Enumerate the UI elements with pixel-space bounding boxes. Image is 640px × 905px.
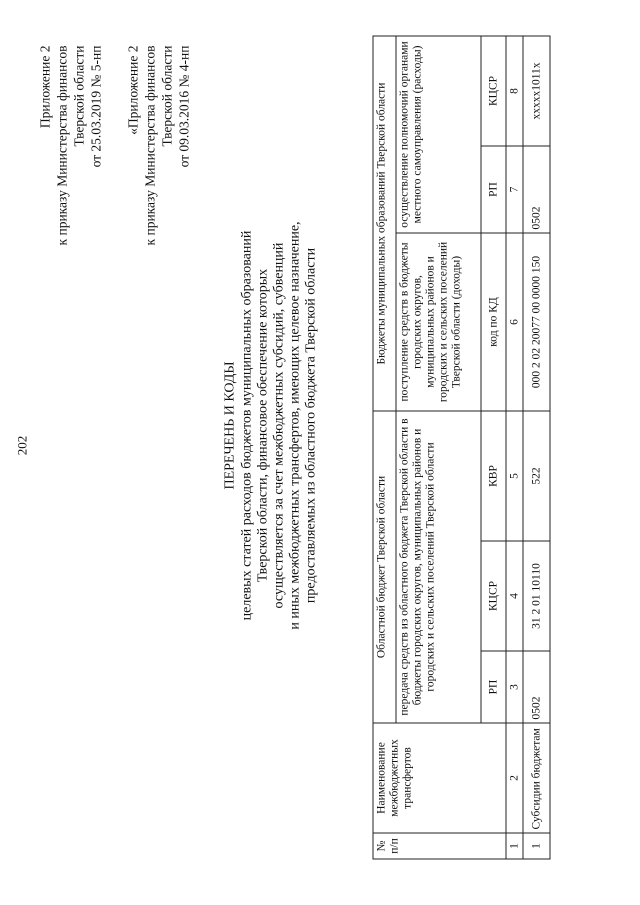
title-heading: ПЕРЕЧЕНЬ И КОДЫ bbox=[222, 360, 237, 490]
header-rp: РП bbox=[481, 651, 506, 723]
header-row-groups bbox=[373, 35, 396, 858]
col-number: 5 bbox=[506, 410, 523, 540]
regional-description: передача средств из областного бюджета Тверской области в бюджеты городских округов, муниципальных районов и городских и сельских поселений Тверской области bbox=[396, 410, 481, 722]
col-number: 4 bbox=[506, 541, 523, 651]
transfers-table bbox=[372, 35, 550, 859]
title-line: целевых статей расходов бюджетов муниципальных образований bbox=[239, 230, 254, 620]
cell-kcsr: 31 2 01 10110 bbox=[523, 541, 550, 651]
header-kvr: КВР bbox=[481, 410, 506, 540]
appendix-new-line: от 25.03.2019 № 5-нп bbox=[88, 45, 103, 167]
table-row bbox=[523, 35, 550, 858]
cell-kcsr2: ххххх1011х bbox=[523, 35, 550, 145]
appendix-old-line: Тверской области bbox=[159, 45, 174, 146]
appendix-new-line: Приложение 2 bbox=[37, 45, 52, 128]
page-number: 202 bbox=[14, 435, 29, 455]
numbering-row bbox=[506, 35, 523, 858]
cell-kvr: 522 bbox=[523, 410, 550, 540]
col-number: 2 bbox=[506, 723, 523, 833]
appendix-old bbox=[124, 45, 192, 305]
appendix-new bbox=[36, 45, 104, 305]
appendix-old-line: к приказу Министерства финансов bbox=[142, 45, 157, 245]
header-municipal-budgets: Бюджеты муниципальных образований Тверской области bbox=[373, 35, 396, 410]
expense-description: осуществление полномочий органами местного самоуправления (расходы) bbox=[396, 35, 481, 232]
header-no: № п/п bbox=[373, 833, 506, 859]
title-line: предоставляемых из областного бюджета Тверской области bbox=[303, 247, 318, 603]
col-number: 3 bbox=[506, 651, 523, 723]
col-number: 1 bbox=[506, 833, 523, 859]
header-rp2: РП bbox=[481, 145, 506, 232]
header-regional-budget: Областной бюджет Тверской области bbox=[373, 410, 396, 722]
title-line: осуществляется за счет межбюджетных субсидий, субвенций bbox=[271, 242, 286, 608]
title-line: и иных межбюджетных трансфертов, имеющих целевое назначение, bbox=[287, 220, 302, 630]
appendix-old-line: «Приложение 2 bbox=[125, 45, 140, 135]
header-kcsr: КЦСР bbox=[481, 541, 506, 651]
appendix-old-line: от 09.03.2016 № 4-нп bbox=[176, 45, 191, 167]
title-line: Тверской области, финансовое обеспечение которых bbox=[255, 268, 270, 582]
appendix-new-line: к приказу Министерства финансов bbox=[54, 45, 69, 245]
header-name: Наименование межбюджетных трансфертов bbox=[373, 723, 506, 833]
cell-kd: 000 2 02 20077 00 0000 150 bbox=[523, 232, 550, 410]
document-title bbox=[222, 65, 319, 785]
cell-name: Субсидии бюджетам bbox=[523, 723, 550, 833]
cell-no: 1 bbox=[523, 833, 550, 859]
col-number: 7 bbox=[506, 145, 523, 232]
cell-rp: 0502 bbox=[523, 651, 550, 723]
header-kcsr2: КЦСР bbox=[481, 35, 506, 145]
col-number: 8 bbox=[506, 35, 523, 145]
cell-rp2: 0502 bbox=[523, 145, 550, 232]
income-description: поступление средств в бюджеты городских округов, муниципальных районов и городских и сельских поселений Тверской области (доходы) bbox=[396, 232, 481, 410]
col-number: 6 bbox=[506, 232, 523, 410]
header-kd: код по КД bbox=[481, 232, 506, 410]
appendix-new-line: Тверской области bbox=[71, 45, 86, 146]
